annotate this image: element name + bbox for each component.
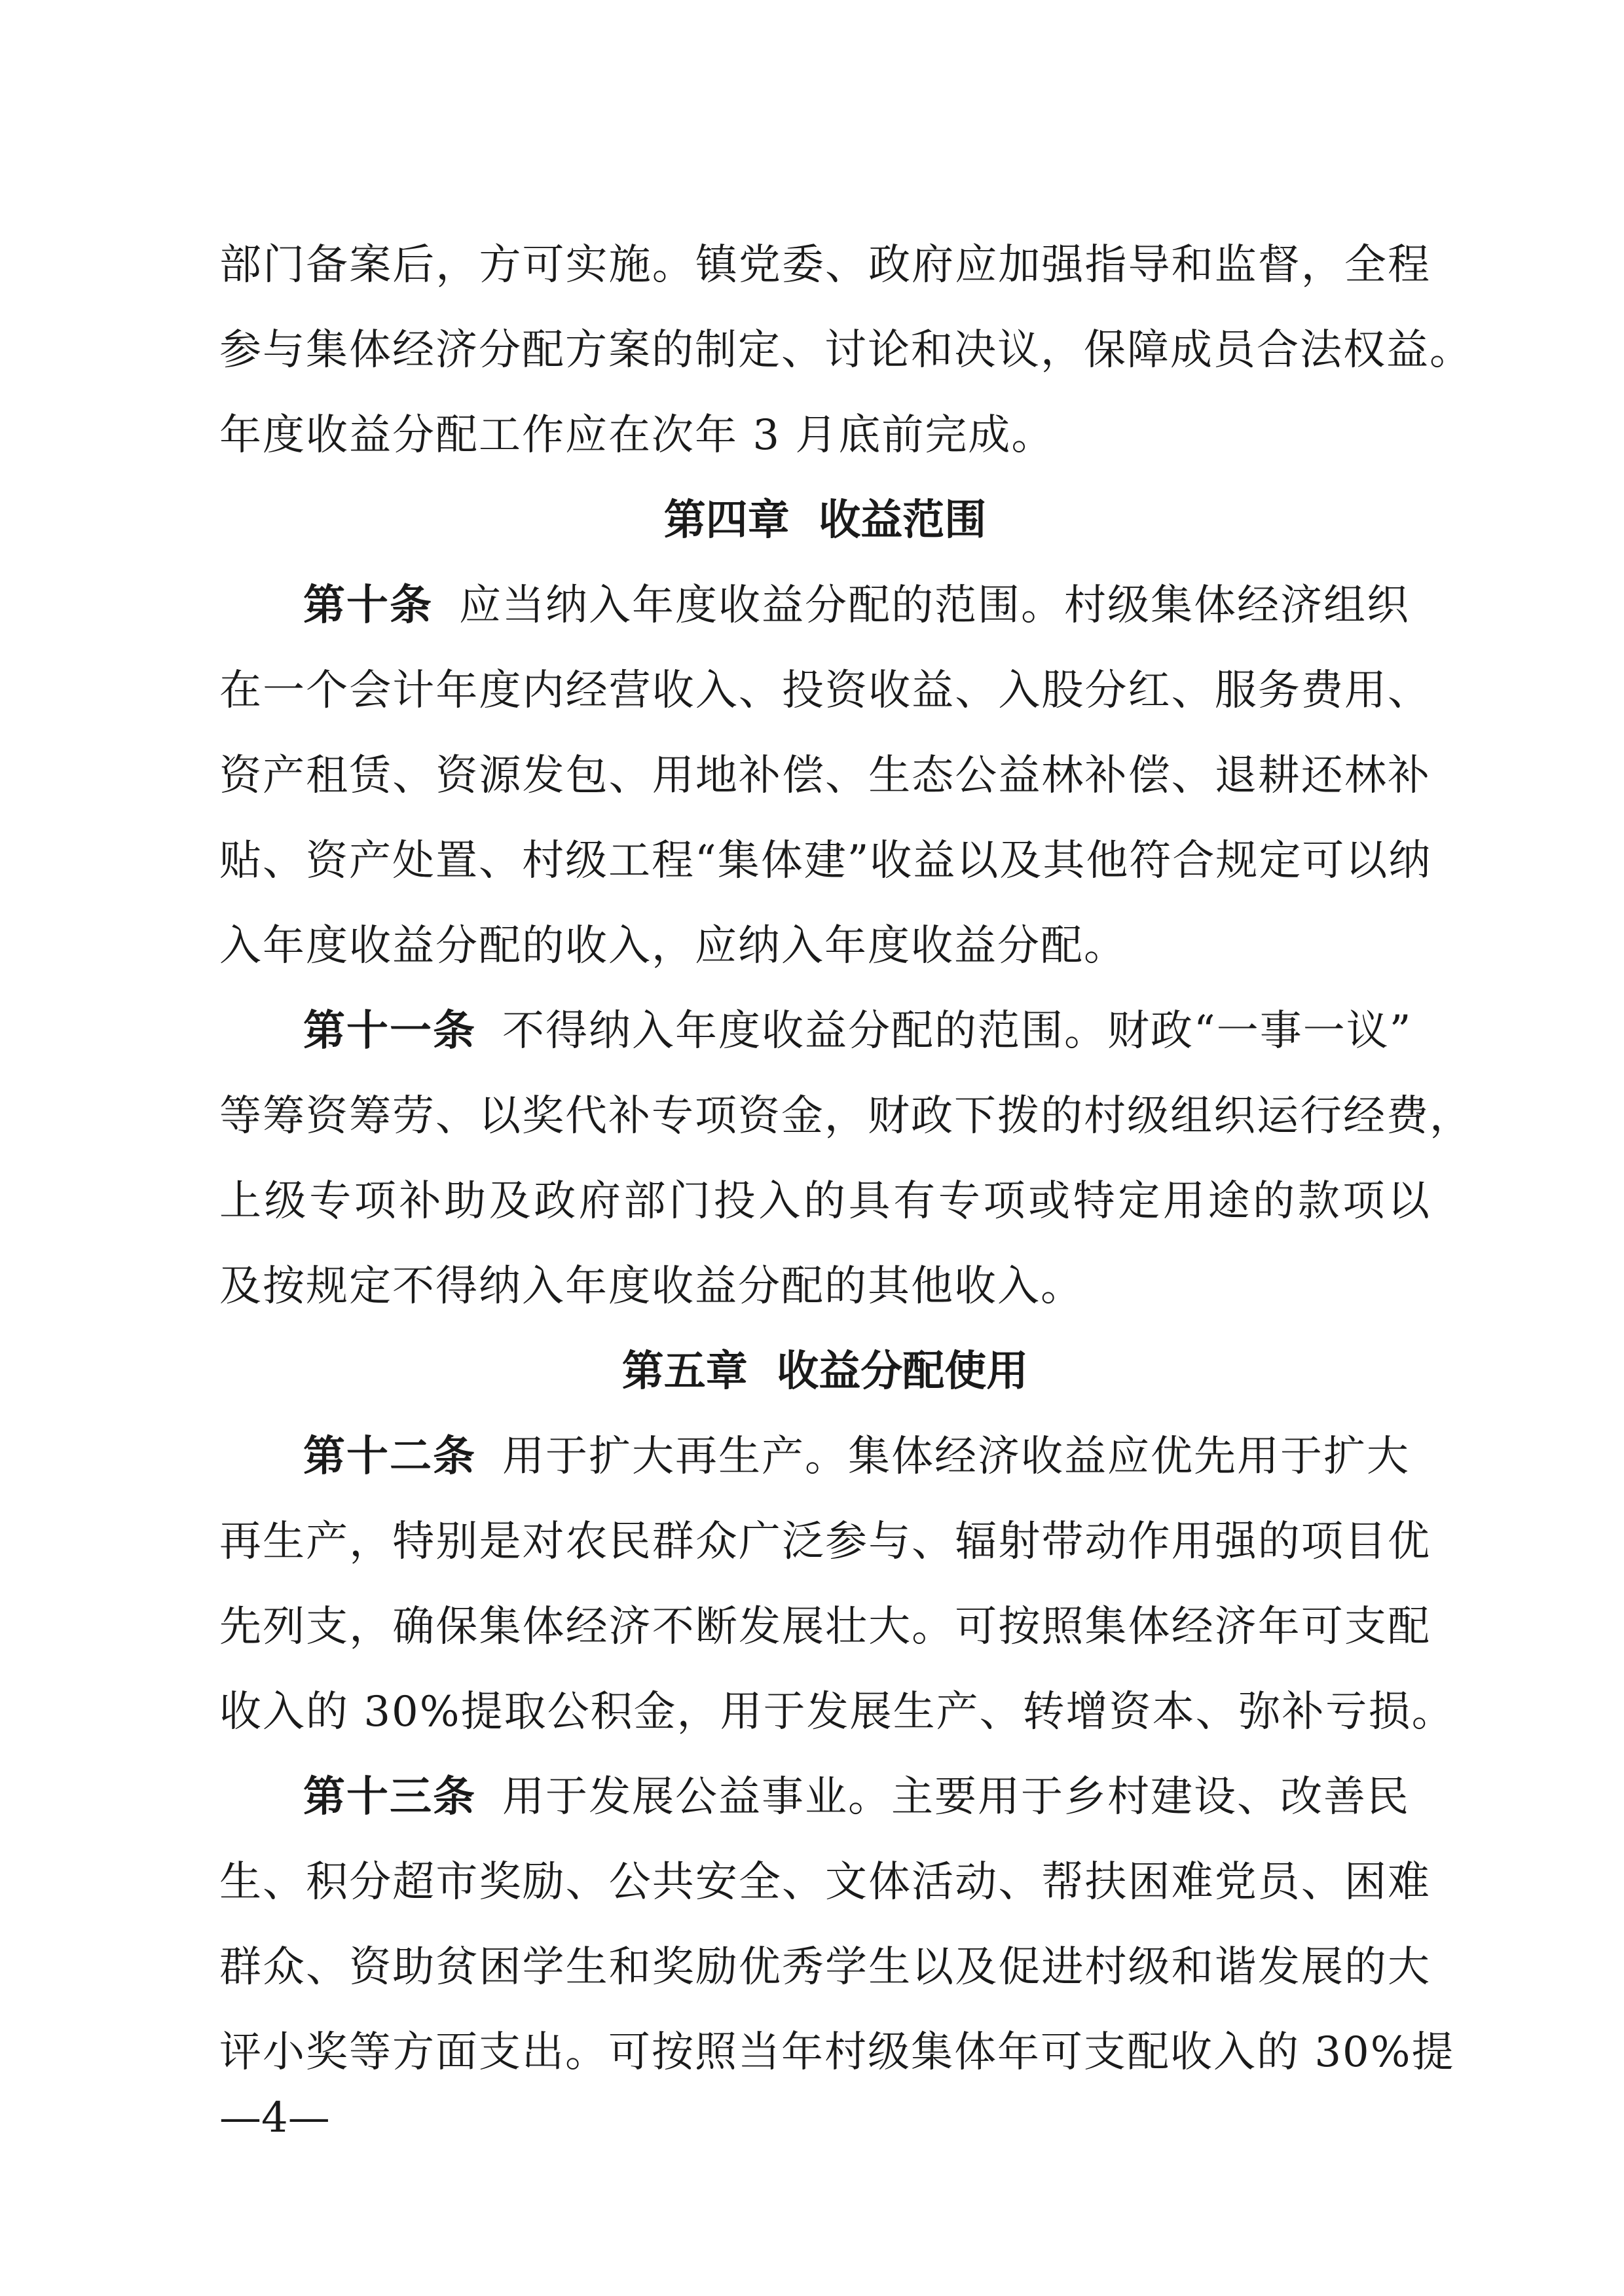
body-line: 等筹资筹劳、以奖代补专项资金，财政下拨的村级组织运行经费， bbox=[219, 1092, 1473, 1140]
body-line: 上级专项补助及政府部门投入的具有专项或特定用途的款项以 bbox=[219, 1177, 1431, 1226]
chapter-heading: 第五章 收益分配使用 bbox=[621, 1347, 1029, 1396]
article-first-line bbox=[219, 1771, 1431, 1823]
article-text: 应当纳入年度收益分配的范围。村级集体经济组织 bbox=[459, 581, 1410, 630]
body-line: 群众、资助贫困学生和奖励优秀学生以及促进村级和谐发展的大 bbox=[219, 1943, 1431, 1992]
body-line: 部门备案后，方可实施。镇党委、政府应加强指导和监督，全程 bbox=[219, 241, 1431, 289]
article-first-line bbox=[219, 579, 1431, 632]
body-line: 入年度收益分配的收入，应纳入年度收益分配。 bbox=[219, 922, 1127, 970]
body-line: 年度收益分配工作应在次年 3 月底前完成。 bbox=[219, 411, 1055, 460]
body-line: 生、积分超市奖励、公共安全、文体活动、帮扶困难党员、困难 bbox=[219, 1858, 1431, 1906]
article-text: 不得纳入年度收益分配的范围。财政“一事一议” bbox=[502, 1007, 1412, 1055]
article-label: 第十一条 bbox=[303, 1007, 476, 1055]
article-label: 第十三条 bbox=[303, 1773, 476, 1821]
body-line: 收入的 30%提取公积金，用于发展生产、转增资本、弥补亏损。 bbox=[219, 1688, 1455, 1736]
article-first-line bbox=[219, 1430, 1431, 1483]
body-line: 再生产，特别是对农民群众广泛参与、辐射带动作用强的项目优 bbox=[219, 1518, 1431, 1566]
body-line: 评小奖等方面支出。可按照当年村级集体年可支配收入的 30%提 bbox=[219, 2028, 1455, 2077]
body-line: 贴、资产处置、村级工程“集体建”收益以及其他符合规定可以纳 bbox=[219, 837, 1432, 885]
chapter-heading: 第四章 收益范围 bbox=[663, 496, 987, 545]
article-text: 用于扩大再生产。集体经济收益应优先用于扩大 bbox=[502, 1432, 1410, 1481]
page-number: —4— bbox=[219, 2094, 330, 2142]
body-line: 先列支，确保集体经济不断发展壮大。可按照集体经济年可支配 bbox=[219, 1603, 1431, 1651]
article-label: 第十条 bbox=[303, 581, 433, 630]
body-line: 及按规定不得纳入年度收益分配的其他收入。 bbox=[219, 1262, 1084, 1311]
article-first-line bbox=[219, 1005, 1431, 1057]
body-line: 参与集体经济分配方案的制定、讨论和决议，保障成员合法权益。 bbox=[219, 326, 1473, 374]
article-text: 用于发展公益事业。主要用于乡村建设、改善民 bbox=[502, 1773, 1410, 1821]
body-line: 在一个会计年度内经营收入、投资收益、入股分红、服务费用、 bbox=[219, 666, 1431, 715]
article-label: 第十二条 bbox=[303, 1432, 476, 1481]
body-line: 资产租赁、资源发包、用地补偿、生态公益林补偿、退耕还林补 bbox=[219, 752, 1431, 800]
